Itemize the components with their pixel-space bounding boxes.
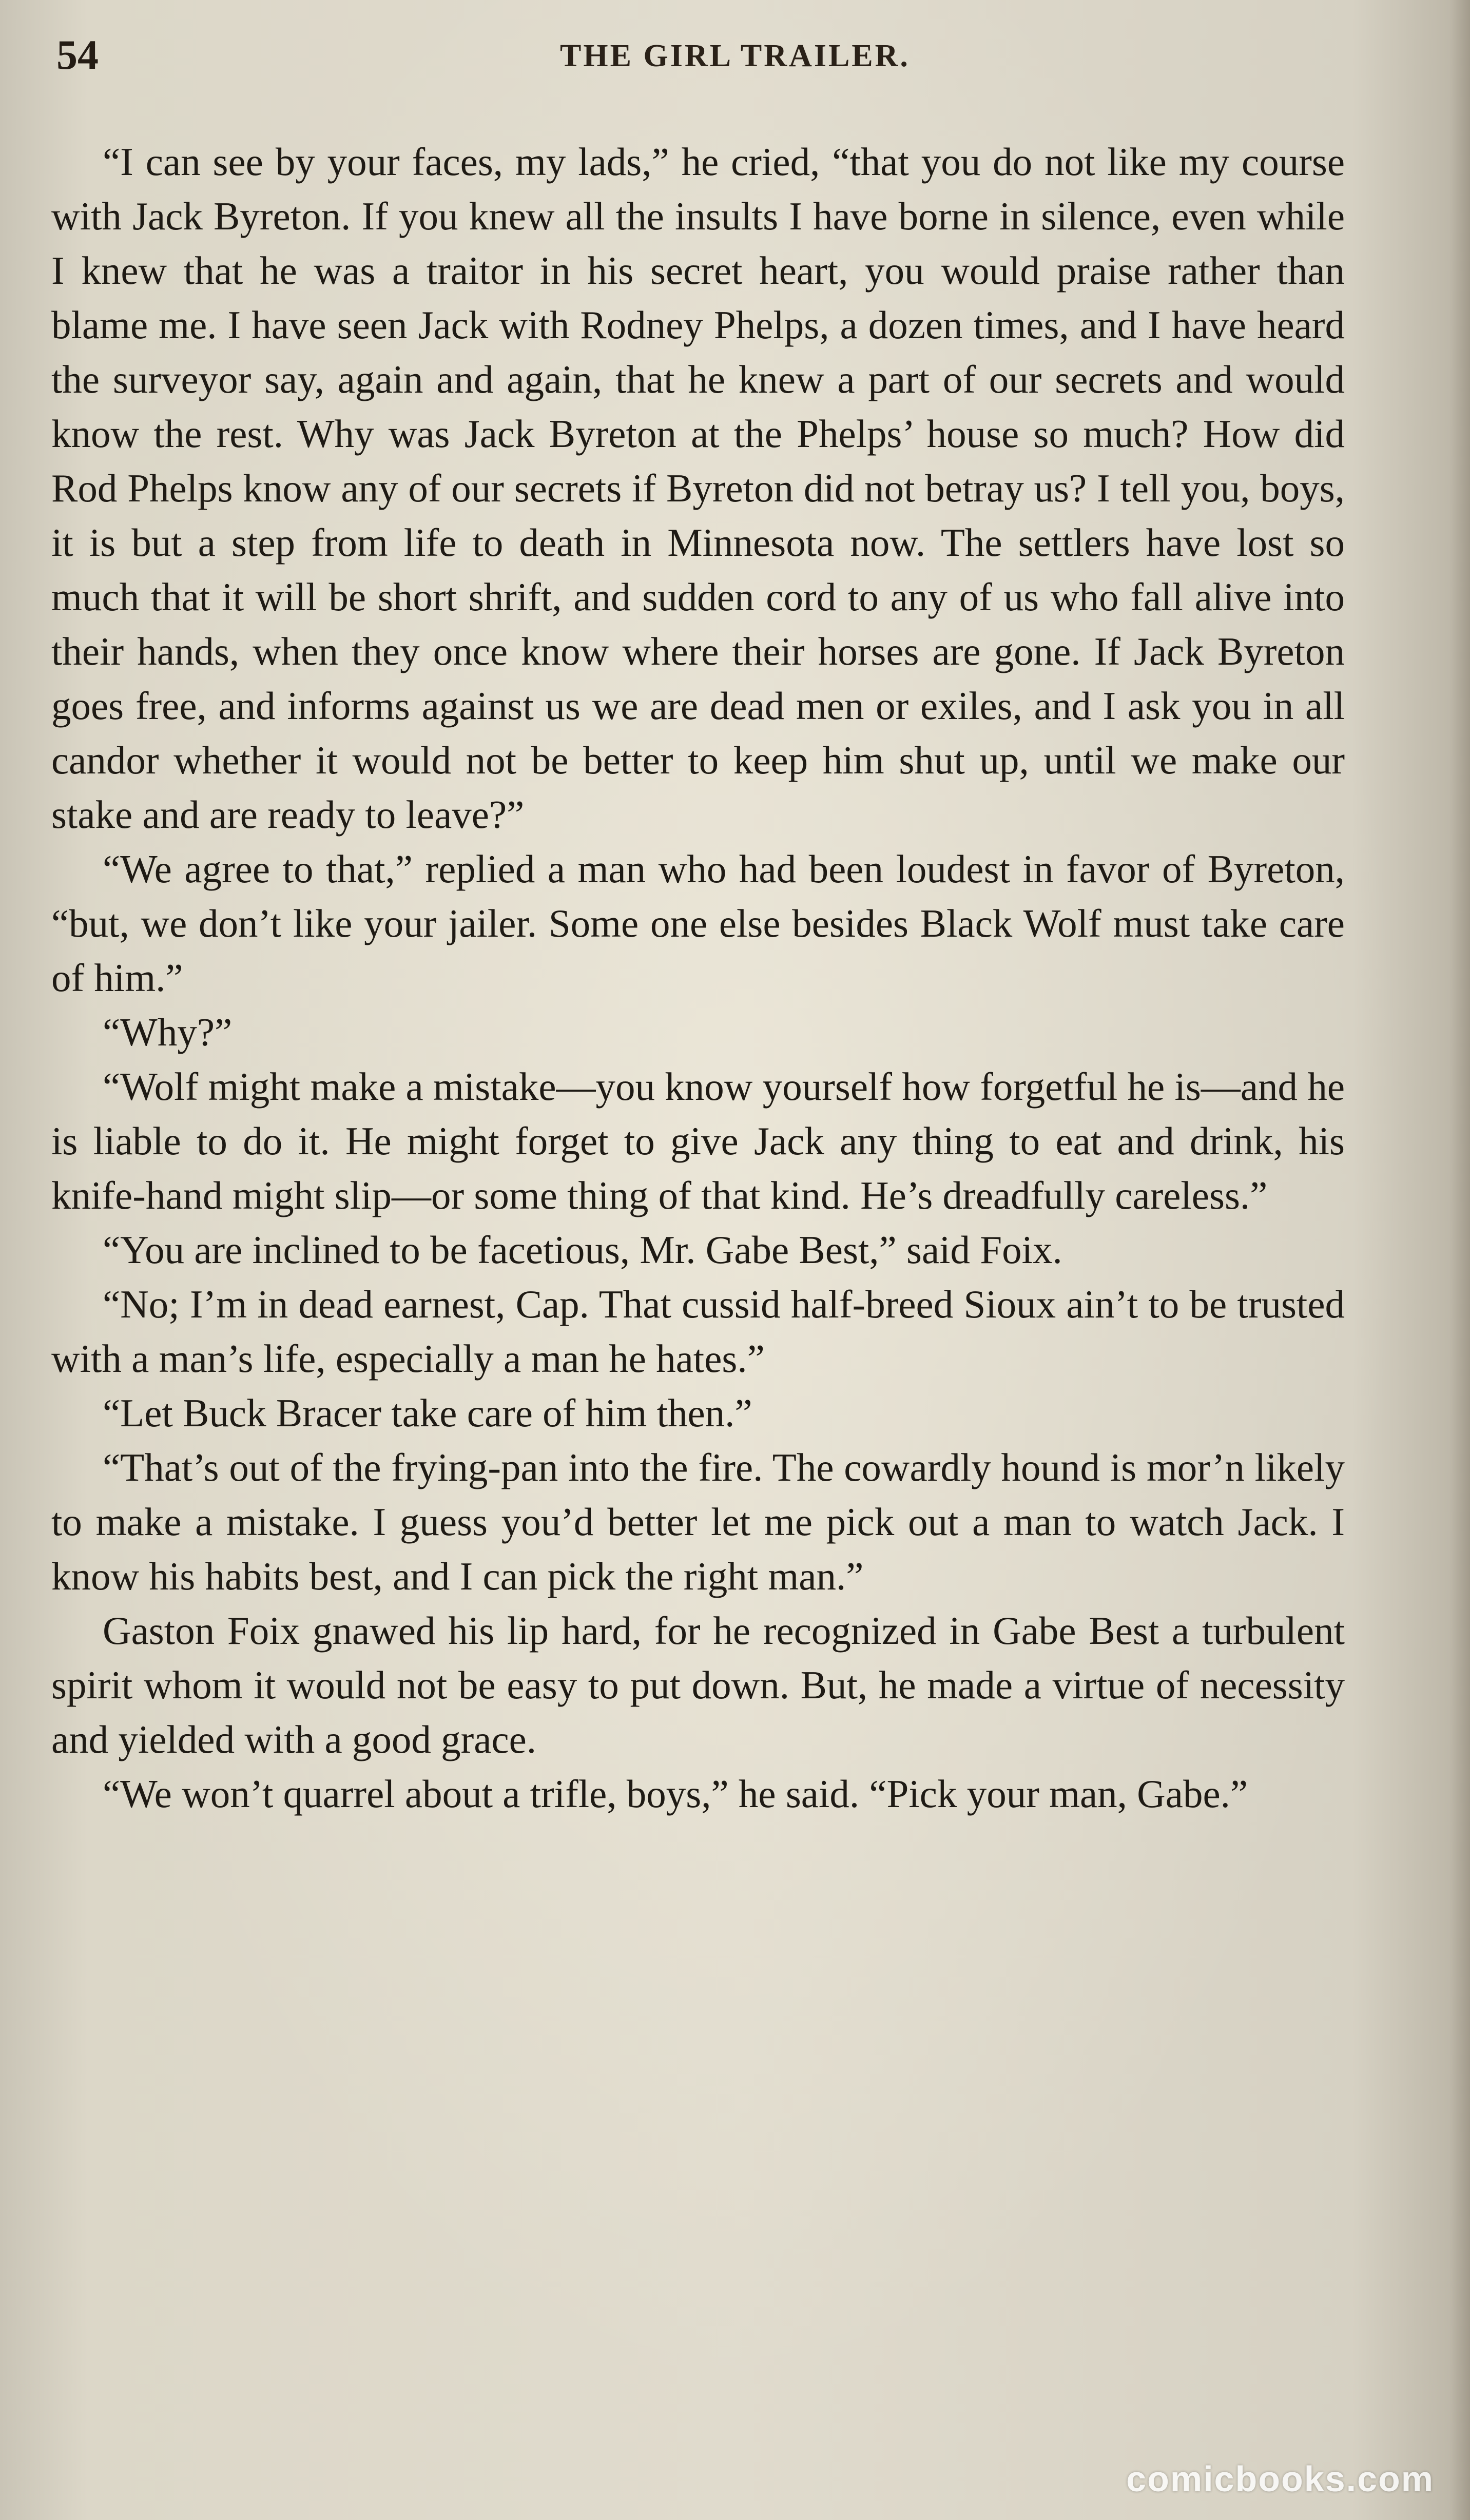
watermark: comicbooks.com	[1126, 2459, 1434, 2499]
body-text	[51, 134, 1345, 1821]
paragraph: “Why?”	[103, 1010, 233, 1054]
paragraph: “No; I’m in dead earnest, Cap. That cussid half-breed Sioux ain’t to be trusted with a man’s life, especially a man he hates.”	[51, 1282, 1345, 1381]
running-title: THE GIRL TRAILER.	[560, 38, 910, 73]
page-edge-shadow	[1449, 0, 1470, 2520]
paragraph: “Wolf might make a mistake—you know yourself how forgetful he is—and he is liable to do it. He might forget to give Jack any thing to eat and drink, his knife-hand might slip—or some thing of that kind. He’s dreadfully careless.”	[51, 1064, 1345, 1217]
page-number: 54	[56, 31, 99, 78]
paragraph: “We won’t quarrel about a trifle, boys,” he said. “Pick your man, Gabe.”	[103, 1772, 1248, 1816]
paragraph: Gaston Foix gnawed his lip hard, for he recognized in Gabe Best a turbulent spirit whom it would not be easy to put down. But, he made a virtue of necessity and yielded with a good grace.	[51, 1608, 1345, 1761]
paragraph: “We agree to that,” replied a man who had been loudest in favor of Byreton, “but, we don’t like your jailer. Some one else besides Black Wolf must take care of him.”	[51, 847, 1345, 1000]
paragraph: “That’s out of the frying-pan into the fire. The cowardly hound is mor’n likely to make a mistake. I guess you’d better let me pick out a man to watch Jack. I know his habits best, and I can pick the right man.”	[51, 1445, 1345, 1598]
page-header	[0, 31, 1470, 92]
paragraph: “Let Buck Bracer take care of him then.”	[103, 1391, 752, 1435]
paragraph: “You are inclined to be facetious, Mr. Gabe Best,” said Foix.	[103, 1228, 1062, 1272]
paragraph: “I can see by your faces, my lads,” he cried, “that you do not like my course with Jack Byreton. If you knew all the insults I have borne in silence, even while I knew that he was a traitor in his secret heart, you would praise rather than blame me. I have seen Jack with Rodney Phelps, a dozen times, and I have heard the surveyor say, again and again, that he knew a part of our secrets and would know the rest. Why was Jack Byreton at the Phelps’ house so much? How did Rod Phelps know any of our secrets if Byreton did not betray us? I tell you, boys, it is but a step from life to death in Minnesota now. The settlers have lost so much that it will be short shrift, and sudden cord to any of us who fall alive into their hands, when they once know where their horses are gone. If Jack Byreton goes free, and informs against us we are dead men or exiles, and I ask you in all candor whether it would not be better to keep him shut up, until we make our stake and are ready to leave?”	[51, 140, 1345, 837]
